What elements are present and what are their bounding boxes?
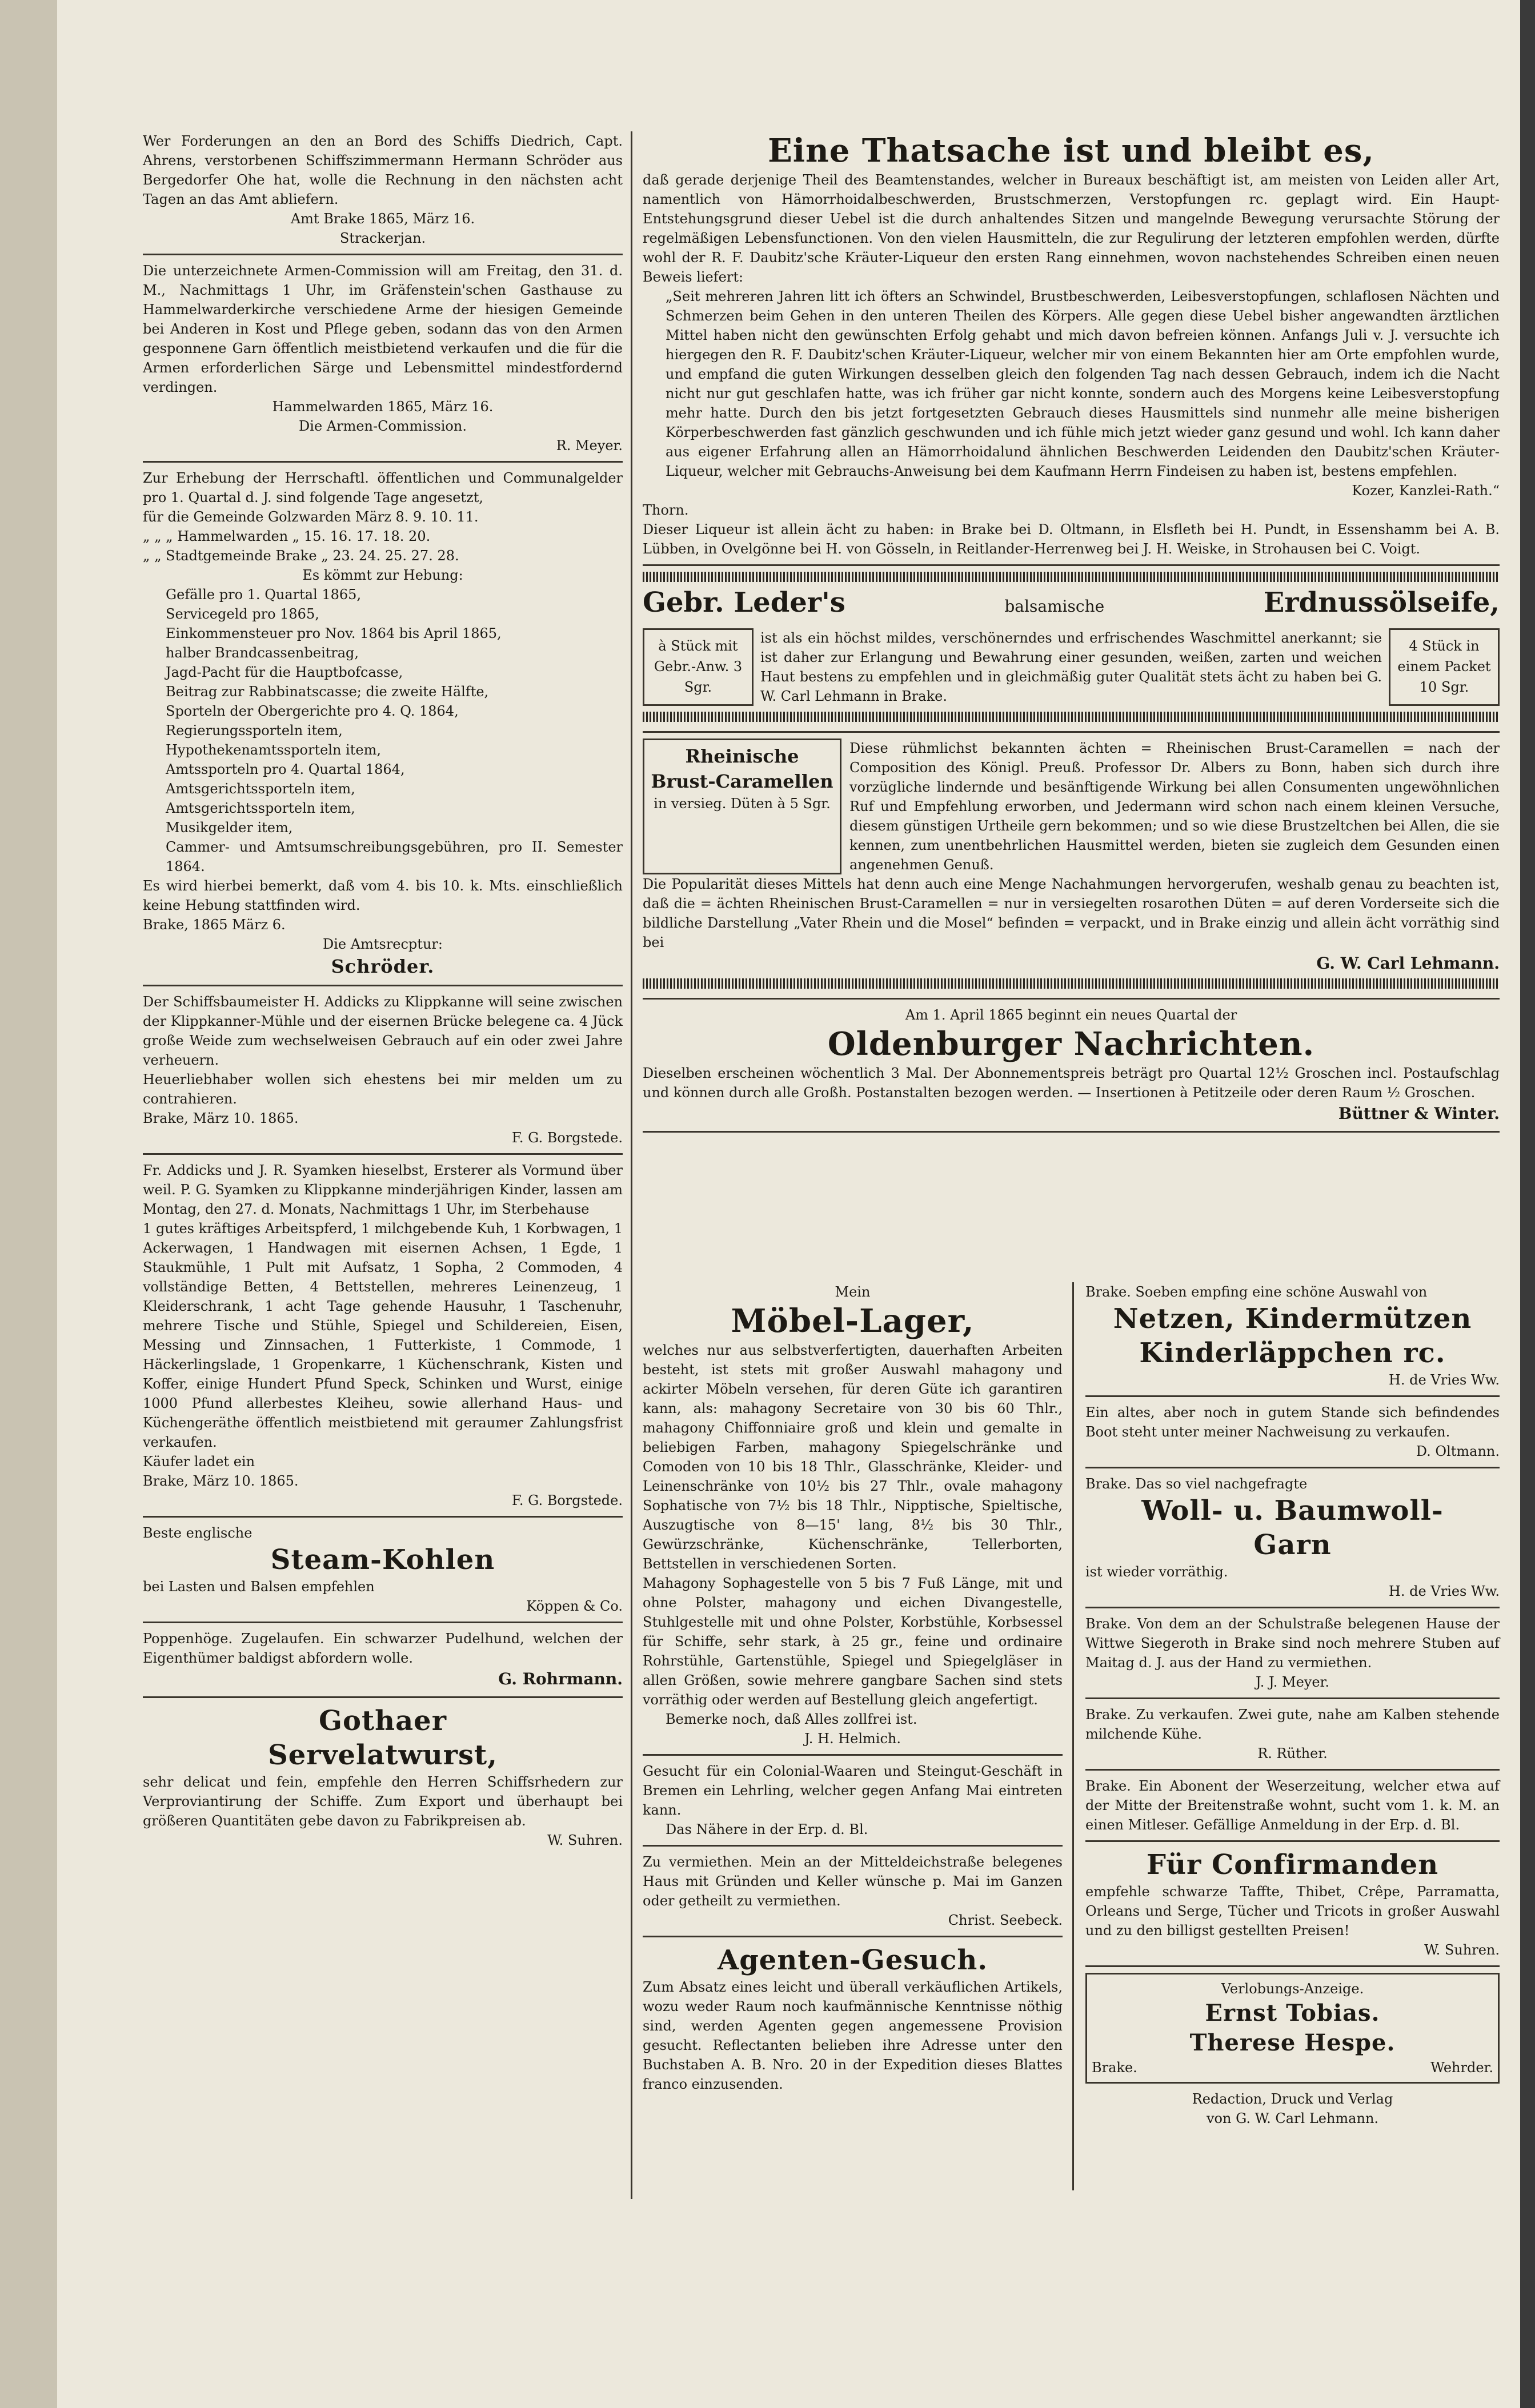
ad-servelatwurst bbox=[143, 1704, 623, 1850]
auction-items: 1 gutes kräftiges Arbeitspferd, 1 milchgebende Kuh, 1 Korbwagen, 1 Ackerwagen, 1 Handwagen mit eisernen Achsen, 1 Egde, 1 Staukmühle, 1 Pult mit Aufsatz, 1 Sopha, 2 Commoden, 4 vollständige Betten, 4 Bettstellen, mehreres Leinenzeug, 1 Kleiderschrank, 1 acht Tage gehende Hausuhr, 1 Taschenuhr, mehrere Tische und Stühle, Spiegel und Schildereien, Eisen, Messing und Zinnsachen, 1 Futterkiste, 1 Commode, 1 Häckerlingslade, 1 Gropenkarre, 1 Küchenschrank, Kisten und Koffer, einige Hundert Pfund Speck, Schinken und Wurst, einige 1000 Pfund allerbestes Kleiheu, sowie allerhand Haus- und Küchengeräthe öffentlich meistbietend mit geraumer Zahlungsfrist verkaufen. bbox=[143, 1221, 623, 1450]
caramel-layout bbox=[643, 739, 1500, 874]
ad-headline: Für Confirmanden bbox=[1146, 1849, 1439, 1881]
notice-pudelhund bbox=[143, 1629, 623, 1698]
ad-note: Bemerke noch, daß Alles zollfrei ist. bbox=[666, 1711, 917, 1727]
notice-date: Brake, März 10. 1865. bbox=[143, 1473, 299, 1489]
scan-margin-left bbox=[0, 0, 57, 2408]
ad-body: sehr delicat und fein, empfehle den Herren Schiffsrhedern zur Verproviantirung der Schiffe. Zum Export und überhaupt bei größeren Quantitäten gebe davon zu Fabrikpreisen ab. bbox=[143, 1774, 623, 1829]
ad-signature: Büttner & Winter. bbox=[1338, 1104, 1500, 1123]
ad-kraeuter-liqueur bbox=[643, 131, 1500, 566]
imprint-line: von G. W. Carl Lehmann. bbox=[1206, 2110, 1379, 2126]
ad-headline-2: Servelatwurst, bbox=[268, 1739, 498, 1771]
ad-headline: Eine Thatsache ist und bleibt es, bbox=[768, 132, 1374, 170]
ad-headline: Gothaer bbox=[318, 1705, 447, 1737]
product-name: Erdnussölseife, bbox=[1263, 587, 1500, 619]
notice-body: Der Schiffsbaumeister H. Addicks zu Klippkanne will seine zwischen der Klippkanner-Mühle und der eisernen Brücke belegene ca. 4 Jück große Weide zum wechselweisen Gebrauch auf ein oder zwei Jahre verheuern. bbox=[143, 994, 623, 1068]
notice-signature: R. Rüther. bbox=[1257, 1745, 1328, 1761]
ad-body: Dieselben erscheinen wöchentlich 3 Mal. Der Abonnementspreis beträgt pro Quartal 12½ Groschen incl. Postaufschlag und können durch alle Großh. Postanstalten bezogen werden. — Insertionen à Petitzeile oder deren Raum ½ Groschen. bbox=[643, 1065, 1500, 1101]
announcement-heading: Verlobungs-Anzeige. bbox=[1221, 1981, 1364, 1997]
notice-signature: J. J. Meyer. bbox=[1255, 1674, 1330, 1690]
fee-item: Amtsgerichtssporteln item, bbox=[166, 800, 355, 816]
hatch-border bbox=[643, 712, 1500, 722]
ad-warning: Die Popularität dieses Mittels hat denn auch eine Menge Nachahmungen hervorgerufen, weshalb genau zu beachten ist, daß die = ächten Rheinischen Brust-Caramellen = nur in versiegelten rosarothen Düten = auf deren Vorderseite sich die bildliche Darstellung „Vater Rhein und die Mosel“ befinden = verpackt, und in Brake einzig und allein ächt vorräthig sind bei bbox=[643, 876, 1500, 950]
lower-right-section bbox=[643, 1282, 1500, 2196]
notice-body: Gesucht für ein Colonial-Waaren und Steingut-Geschäft in Bremen ein Lehrling, welcher gegen Anfang Mai eintreten kann. bbox=[643, 1763, 1063, 1818]
fee-item: Beitrag zur Rabbinatscasse; die zweite Hälfte, bbox=[166, 684, 489, 700]
notice-body: Ein altes, aber noch in gutem Stande sich befindendes Boot steht unter meiner Nachweisung zu verkaufen. bbox=[1085, 1404, 1500, 1440]
schedule-line: „ „ „ Hammelwarden „ 15. 16. 17. 18. 20. bbox=[143, 528, 431, 544]
notice-signature: Schröder. bbox=[331, 956, 435, 977]
product-adjective: balsamische bbox=[1004, 597, 1105, 616]
brand-name: Gebr. Leder's bbox=[643, 587, 845, 619]
announcement-place: Brake. bbox=[1092, 2060, 1137, 2076]
notice-boot bbox=[1085, 1403, 1500, 1468]
hatch-border bbox=[643, 572, 1500, 582]
ad-body: bei Lasten und Balsen empfehlen bbox=[143, 1579, 375, 1595]
ad-headline: Oldenburger Nachrichten. bbox=[827, 1025, 1315, 1063]
ad-body: Diese rühmlichst bekannten ächten = Rheinischen Brust-Caramellen = nach der Composition des Königl. Preuß. Professor Dr. Albers zu Bonn, haben sich durch ihre vorzügliche lindernde und besänftigende Wirkung bei allen Consumenten ungewöhnlichen Ruf und Empfehlung erworben, und Jedermann wird schon nach einem kleinen Versuche, diesem günstigen Urtheile gern bekommen; und so wie diese Brustzeltchen bei Allen, die sie kennen, zum unentbehrlichen Hausmittel werden, bieten sie zugleich dem Gesunden einen angenehmen Genuß. bbox=[849, 740, 1500, 873]
ad-signature: G. W. Carl Lehmann. bbox=[1316, 954, 1500, 973]
caramel-box-title: Brust-Caramellen bbox=[651, 770, 833, 792]
sub-column-left bbox=[643, 1282, 1063, 2094]
ad-body-2: Mahagony Sophagestelle von 5 bis 7 Fuß Länge, mit und ohne Polster, mahagony und eichen Divangestelle, Stuhlgestelle mit und ohne Polster, Korbstühle, Korbsessel für Schiffe, sehr stark, à 25 gr., feine und ordinaire Rohrstühle, Gartenstühle, Spiegel und Spiegelgläser in allen Größen, sowie mehrere gangbare Sachen sind stets vorräthig oder werden auf Bestellung gleich angefertigt. bbox=[643, 1575, 1063, 1708]
ad-body: ist als ein höchst mildes, verschönerndes und erfrischendes Waschmittel anerkannt; sie ist daher zur Erlangung und Bewahrung einer gesunden, weißen, zarten und weichen Haut bestens zu empfehlen und in gleichmäßig guter Qualität stets ächt zu haben bei G. W. Carl Lehmann in Brake. bbox=[760, 630, 1382, 704]
ad-signature: W. Suhren. bbox=[1424, 1942, 1500, 1958]
notice-body: Zu vermiethen. Mein an der Mitteldeichstraße belegenes Haus mit Gründen und Keller wünsche p. Mai im Ganzen oder getheilt zu vermiethen. bbox=[643, 1854, 1063, 1909]
ad-signature: H. de Vries Ww. bbox=[1388, 1583, 1500, 1599]
ad-headline bbox=[643, 585, 1500, 624]
ad-signature: J. H. Helmich. bbox=[804, 1731, 901, 1747]
notice-body: Die unterzeichnete Armen-Commission will am Freitag, den 31. d. M., Nachmittags 1 Uhr, im Gräfenstein'schen Gasthause zu Hammelwarderkirche verschiedene Arme der hiesigen Gemeinde bei Anderen in Kost und Pflege geben, sodann das von den Armen gesponnene Garn öffentlich meistbietend verkaufen und die für die Armen erforderlichen Särge und Lebensmittel mindestfordernd verdingen. bbox=[143, 263, 623, 395]
notice-body: Brake. Ein Abonent der Weserzeitung, welcher etwa auf der Mitte der Breitenstraße wohnt, sucht vom 1. k. M. an einen Mitleser. Gefällige Anmeldung in der Erp. d. Bl. bbox=[1085, 1778, 1500, 1833]
ad-headline: Steam-Kohlen bbox=[270, 1544, 495, 1576]
notice-signature: Strackerjan. bbox=[339, 230, 426, 246]
caramel-box-price: in versieg. Düten à 5 Sgr. bbox=[654, 796, 831, 812]
notice-body: Heuerliebhaber wollen sich ehestens bei mir melden um zu contrahieren. bbox=[143, 1071, 623, 1107]
notice-reference: Das Nähere in der Erp. d. Bl. bbox=[666, 1821, 868, 1837]
ad-erdnussoelseife bbox=[643, 572, 1500, 733]
schedule-line: „ „ Stadtgemeinde Brake „ 23. 24. 25. 27. 28. bbox=[143, 548, 459, 564]
notice-tax-collection bbox=[143, 468, 623, 986]
soap-layout bbox=[643, 628, 1500, 706]
ad-garn bbox=[1085, 1474, 1500, 1608]
fee-item: Hypothekenamtssporteln item, bbox=[166, 742, 381, 758]
schedule-line: für die Gemeinde Golzwarden März 8. 9. 10. 11. bbox=[143, 509, 479, 525]
schedule-heading: Es kömmt zur Hebung: bbox=[302, 567, 463, 583]
right-column bbox=[643, 131, 1500, 1138]
ad-stockists: Dieser Liqueur ist allein ächt zu haben: in Brake bei D. Oltmann, in Elsfleth bei H. Pundt, in Essenshamm bei A. B. Lübben, in Ovelgönne bei H. von Gösseln, in Reitlander-Herrenweg bei J. H. Weiske, in Strohausen bei C. Voigt. bbox=[643, 521, 1500, 557]
fee-item: Regierungssporteln item, bbox=[166, 723, 343, 739]
ad-testimonial: „Seit mehreren Jahren litt ich öfters an Schwindel, Brustbeschwerden, Leibesverstopfungen, schlaflosen Nächten und Schmerzen beim Gehen in den unteren Theilen des Körpers. Alle gegen diese Uebel bisher angewandten ärztlichen Mittel haben nicht den gewünschten Erfolg gehabt und mich davon befreien können. Anfangs Juli v. J. versuchte ich hiergegen den R. F. Daubitz'schen Kräuter-Liqueur, welcher mir von einem Bekannten hier am Orte empfohlen wurde, und empfand die guten Wirkungen desselben gleich den folgenden Tag nach dessen Gebrauch, indem ich die Nacht nicht nur gut geschlafen hatte, was ich früher gar nicht konnte, sondern auch des Morgens keine Leibesverstopfung mehr hatte. Durch den bis jetzt fortgesetzten Gebrauch dieses Hausmittels sind nunmehr alle meine bisherigen Körperbeschwerden fast gänzlich geschwunden und ich fühle mich jetzt wieder ganz gesund und wohl. Ich kann daher aus eigener Erfahrung allen an Hämorrhoidalund ähnlichen Beschwerden Leidenden den Daubitz'schen Kräuter-Liqueur, welcher mit Gebrauchs-Anweisung bei dem Kaufmann Herrn Findeisen zu haben ist, bestens empfehlen. bbox=[666, 288, 1500, 479]
notice-signature: Christ. Seebeck. bbox=[948, 1912, 1063, 1928]
ad-kindermuetzen bbox=[1085, 1282, 1500, 1397]
notice-weide bbox=[143, 992, 623, 1155]
ad-confirmanden bbox=[1085, 1848, 1500, 1967]
notice-signature: F. G. Borgstede. bbox=[511, 1130, 623, 1146]
notice-vermiethen bbox=[643, 1852, 1063, 1937]
fee-item: Amtssporteln pro 4. Quartal 1864, bbox=[166, 761, 405, 777]
fee-item: Jagd-Pacht für die Hauptbofcasse, bbox=[166, 664, 403, 680]
notice-body: Brake. Zu verkaufen. Zwei gute, nahe am Kalben stehende milchende Kühe. bbox=[1085, 1707, 1500, 1742]
ad-agenten-gesuch bbox=[643, 1943, 1063, 2094]
ad-body: empfehle schwarze Taffte, Thibet, Crêpe, Parramatta, Orleans und Serge, Tücher und Tricots in großer Auswahl und zu den billigst gestellten Preisen! bbox=[1085, 1884, 1500, 1939]
notice-remark: Es wird hierbei bemerkt, daß vom 4. bis 10. k. Mts. einschließlich keine Hebung stattfinden wird. bbox=[143, 878, 623, 913]
engagement-announcement bbox=[1085, 1973, 1500, 2084]
ad-headline-2: Garn bbox=[1253, 1529, 1332, 1561]
ad-body: Zum Absatz eines leicht und überall verkäuflichen Artikels, wozu weder Raum noch kaufmännische Kenntnisse nöthig sind, werden Agenten gegen angemessene Provision gesucht. Reflectanten belieben ihre Adresse unter den Buchstaben A. B. Nro. 20 in der Expedition dieses Blattes franco einzusenden. bbox=[643, 1979, 1063, 2092]
notice-signature: F. G. Borgstede. bbox=[511, 1492, 623, 1508]
ad-signature: Köppen & Co. bbox=[526, 1598, 623, 1614]
fee-item: halber Brandcassenbeitrag, bbox=[166, 645, 359, 661]
ad-headline: Möbel-Lager, bbox=[731, 1302, 975, 1340]
notice-kuehe bbox=[1085, 1705, 1500, 1771]
ad-kicker: Brake. Soeben empfing eine schöne Auswahl von bbox=[1085, 1284, 1428, 1300]
notice-issuer: Die Amtsrecptur: bbox=[323, 936, 443, 952]
ad-oldenburger-nachrichten bbox=[643, 1005, 1500, 1133]
ad-steam-kohlen bbox=[143, 1523, 623, 1623]
notice-date: Brake, 1865 März 6. bbox=[143, 917, 286, 933]
ad-headline: Netzen, Kindermützen bbox=[1113, 1303, 1472, 1335]
ad-kicker: Brake. Das so viel nachgefragte bbox=[1085, 1476, 1308, 1492]
notice-stuben bbox=[1085, 1614, 1500, 1699]
column-rule bbox=[631, 131, 632, 2199]
notice-date: Amt Brake 1865, März 16. bbox=[290, 211, 475, 227]
ad-kicker: Mein bbox=[835, 1284, 871, 1300]
notice-auction bbox=[143, 1161, 623, 1518]
ad-signature: H. de Vries Ww. bbox=[1388, 1372, 1500, 1388]
testimonial-place: Thorn. bbox=[643, 502, 689, 518]
fee-item: Servicegeld pro 1865, bbox=[166, 606, 319, 622]
notice-intro: Zur Erhebung der Herrschaftl. öffentlichen und Communalgelder pro 1. Quartal d. J. sind folgende Tage angesetzt, bbox=[143, 470, 623, 505]
ad-moebel-lager bbox=[643, 1282, 1063, 1756]
notice-signature: G. Rohrmann. bbox=[498, 1669, 623, 1688]
notice-signature: R. Meyer. bbox=[556, 438, 623, 453]
caramel-box bbox=[643, 739, 841, 874]
ad-body: ist wieder vorräthig. bbox=[1085, 1564, 1228, 1580]
ad-body: welches nur aus selbstverfertigten, dauerhaften Arbeiten besteht, ist stets mit großer Auswahl mahagony und ackirter Möbeln versehen, für deren Güte ich garantiren kann, als: mahagony Secretaire von 30 bis 60 Thlr., mahagony Chiffonniaire groß und klein und gemalte in beliebigen Farben, mahagony Spiegelschränke und Comoden von 10 bis 18 Thlr., Glasschränke, Kleider- und Leinenschränke von 10½ bis 27 Thlr., ovale mahagony Sophatische von 7½ bis 18 Thlr., Nipptische, Spieltische, Auszugtische von 8—15' lang, 8½ bis 30 Thlr., Gewürzschränke, Küchenschränke, Tellerborten, Bettstellen in verschiedenen Sorten. bbox=[643, 1342, 1063, 1572]
fee-item: Amtsgerichtssporteln item, bbox=[166, 781, 355, 797]
scan-margin-right bbox=[1520, 0, 1535, 2408]
announcement-name: Ernst Tobias. bbox=[1205, 2000, 1380, 2026]
notice-issuer: Die Armen-Commission. bbox=[299, 418, 467, 434]
fee-item: Gefälle pro 1. Quartal 1865, bbox=[166, 587, 362, 603]
notice-signature: D. Oltmann. bbox=[1416, 1443, 1500, 1459]
notice-body: Brake. Von dem an der Schulstraße belegenen Hause der Wittwe Siegeroth in Brake sind noch mehrere Stuben auf Maitag d. J. aus der Hand zu vermiethen. bbox=[1085, 1616, 1500, 1671]
price-box-single: à Stück mit Gebr.-Anw. 3 Sgr. bbox=[643, 628, 754, 706]
announcement-places bbox=[1092, 2058, 1493, 2077]
fee-item: Musikgelder item, bbox=[166, 820, 293, 836]
notice-invite: Käufer ladet ein bbox=[143, 1454, 255, 1470]
imprint bbox=[1085, 2089, 1500, 2128]
notice-date: Brake, März 10. 1865. bbox=[143, 1110, 299, 1126]
fee-item: Cammer- und Amtsumschreibungsgebühren, pro II. Semester 1864. bbox=[166, 839, 623, 874]
notice-weserzeitung bbox=[1085, 1776, 1500, 1842]
hatch-border bbox=[643, 978, 1500, 989]
announcement-name: Therese Hespe. bbox=[1189, 2029, 1396, 2056]
ad-signature: W. Suhren. bbox=[547, 1832, 623, 1848]
notice-date: Hammelwarden 1865, März 16. bbox=[272, 399, 494, 415]
notice-body: Poppenhöge. Zugelaufen. Ein schwarzer Pudelhund, welchen der Eigenthümer baldigst abfordern wolle. bbox=[143, 1631, 623, 1666]
ad-headline: Agenten-Gesuch. bbox=[717, 1944, 988, 1976]
fee-item: Sporteln der Obergerichte pro 4. Q. 1864, bbox=[166, 703, 459, 719]
price-box-packet: 4 Stück in einem Packet 10 Sgr. bbox=[1389, 628, 1500, 706]
column-rule bbox=[1072, 1282, 1074, 2190]
ad-headline: Woll- u. Baumwoll- bbox=[1141, 1495, 1444, 1527]
ad-brust-caramellen bbox=[643, 739, 1500, 1000]
left-column bbox=[143, 131, 623, 1850]
imprint-line: Redaction, Druck und Verlag bbox=[1192, 2091, 1393, 2107]
notice-intro: Fr. Addicks und J. R. Syamken hieselbst, Ersterer als Vormund über weil. P. G. Syamken zu Klippkanne minderjährigen Kinder, lassen am Montag, den 27. d. Monats, Nachmittags 1 Uhr, im Sterbehause bbox=[143, 1162, 623, 1217]
ad-kicker: Beste englische bbox=[143, 1525, 253, 1541]
caramel-box-line: Rheinische bbox=[685, 745, 799, 767]
sub-column-right bbox=[1085, 1282, 1500, 2128]
ad-headline-2: Kinderläppchen rc. bbox=[1139, 1337, 1446, 1369]
notice-lehrling bbox=[643, 1761, 1063, 1847]
ad-kicker: Am 1. April 1865 beginnt ein neues Quartal der bbox=[905, 1007, 1237, 1023]
ad-body: daß gerade derjenige Theil des Beamtenstandes, welcher in Bureaux beschäftigt ist, am meisten von Leiden aller Art, namentlich von Hämorrhoidalbeschwerden, Brustschmerzen, Verstopfungen rc. geplagt wird. Ein Haupt-Entstehungsgrund dieser Uebel ist die durch anhaltendes Sitzen und mangelnde Bewegung verursachte Störung der regelmäßigen Lebensfunctionen. Von den vielen Hausmitteln, die zur Regulirung der letzteren empfohlen werden, dürfte wohl der R. F. Daubitz'sche Kräuter-Liqueur den ersten Rang einnehmen, wovon nachstehendes Schreiben einen neuen Beweis liefert: bbox=[643, 172, 1500, 285]
notice-ship-debts bbox=[143, 131, 623, 255]
testimonial-signature: Kozer, Kanzlei-Rath.“ bbox=[1352, 483, 1500, 499]
notice-armen-commission bbox=[143, 261, 623, 463]
fee-item: Einkommensteuer pro Nov. 1864 bis April 1865, bbox=[166, 625, 502, 641]
announcement-place: Wehrder. bbox=[1430, 2060, 1493, 2076]
notice-body: Wer Forderungen an den an Bord des Schiffs Diedrich, Capt. Ahrens, verstorbenen Schiffszimmermann Hermann Schröder aus Bergedorfer Ohe hat, wolle die Rechnung in den nächsten acht Tagen an das Amt abliefern. bbox=[143, 133, 623, 207]
